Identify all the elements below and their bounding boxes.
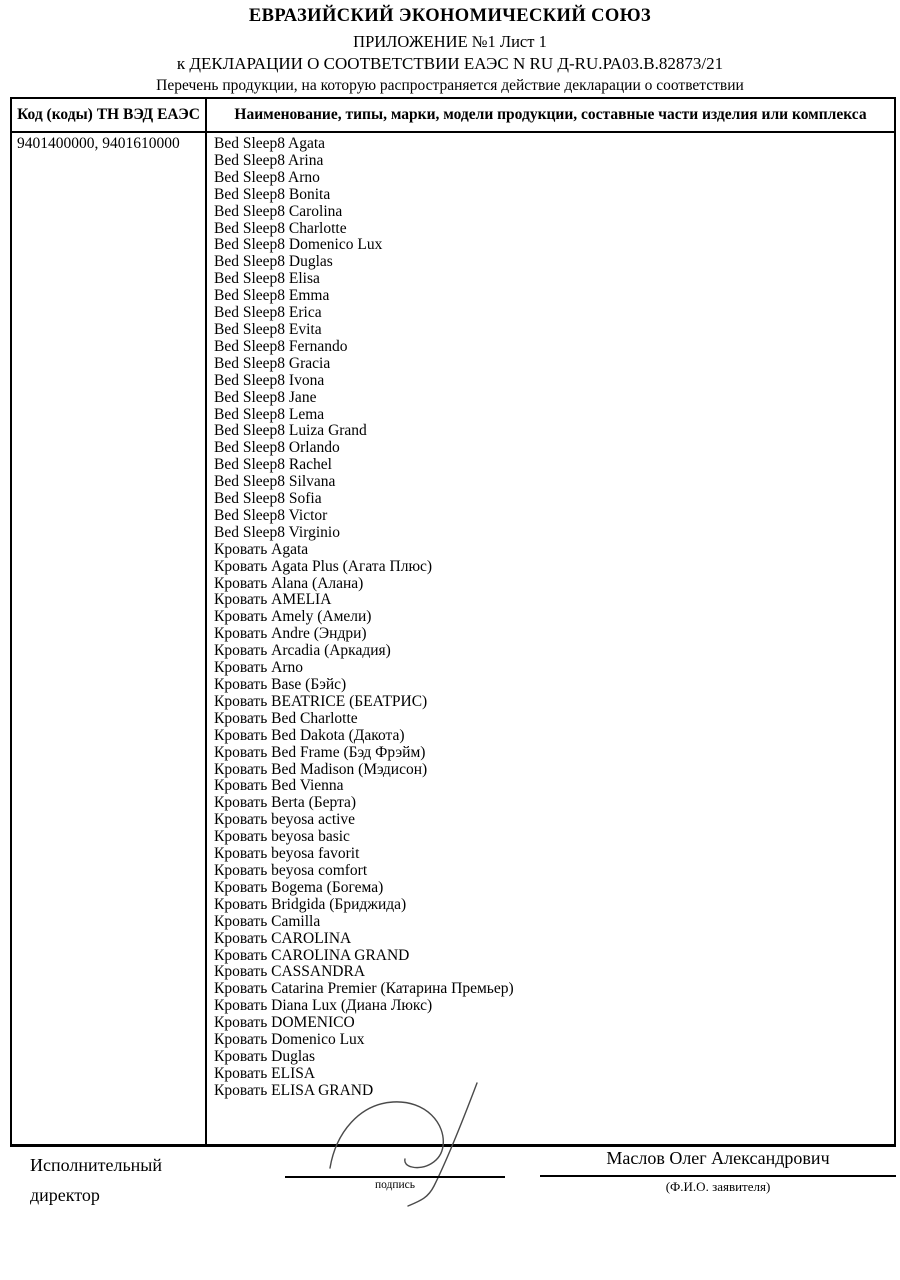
product-item: Bed Sleep8 Bonita — [214, 185, 331, 203]
signature-image — [300, 1070, 500, 1220]
product-item: Bed Sleep8 Domenico Lux — [214, 236, 383, 254]
product-item: Кровать CASSANDRA — [214, 963, 366, 981]
product-item: Кровать Bed Madison (Мэдисон) — [214, 760, 428, 778]
product-item: Bed Sleep8 Carolina — [214, 202, 343, 220]
product-item: Bed Sleep8 Duglas — [214, 253, 333, 271]
product-item: Bed Sleep8 Jane — [214, 388, 317, 406]
product-item: Кровать Duglas — [214, 1047, 316, 1065]
product-item: Кровать Arcadia (Аркадия) — [214, 642, 391, 660]
product-item: Кровать Berta (Берта) — [214, 794, 357, 812]
product-item: Кровать beyosa active — [214, 811, 356, 829]
signature-caption: подпись — [374, 1179, 416, 1191]
column-header-tnved-code: Код (коды) ТН ВЭД ЕАЭС — [12, 99, 207, 131]
signature-field — [285, 1176, 505, 1191]
products-cell — [207, 133, 894, 1144]
product-item: Кровать beyosa basic — [214, 828, 350, 846]
product-item: Кровать Base (Бэйс) — [214, 676, 347, 693]
product-item: Bed Sleep8 Sofia — [214, 490, 322, 508]
product-item: Кровать Bed Dakota (Дакота) — [214, 726, 405, 744]
product-item: Кровать AMELIA — [214, 591, 332, 609]
product-item: Кровать Bridgida (Бриджида) — [214, 895, 407, 913]
signer-position: Исполнительный директор — [30, 1155, 163, 1205]
document-title: ЕВРАЗИЙСКИЙ ЭКОНОМИЧЕСКИЙ СОЮЗ — [248, 6, 652, 26]
product-item: Bed Sleep8 Silvana — [214, 473, 336, 491]
product-item: Bed Sleep8 Fernando — [214, 337, 348, 355]
product-item: Кровать Bed Charlotte — [214, 709, 358, 727]
tnved-codes-cell: 9401400000, 9401610000 — [12, 133, 207, 1144]
product-item: Bed Sleep8 Lema — [214, 405, 325, 423]
product-item: Bed Sleep8 Charlotte — [214, 219, 347, 237]
product-item: Кровать Catarina Premier (Катарина Премьер) — [214, 980, 514, 998]
applicant-field — [540, 1148, 896, 1195]
table-header-row — [12, 99, 894, 133]
product-item: Кровать Domenico Lux — [214, 1031, 365, 1049]
description-line: Перечень продукции, на которую распространяется действие декларации о соответствии — [156, 77, 744, 94]
product-item: Bed Sleep8 Rachel — [214, 456, 332, 474]
product-item: Bed Sleep8 Luiza Grand — [214, 422, 367, 440]
product-item: Кровать Arno — [214, 659, 304, 677]
product-item: Bed Sleep8 Ivona — [214, 371, 325, 389]
product-item: Bed Sleep8 Agata — [214, 135, 326, 152]
product-item: Bed Sleep8 Orlando — [214, 439, 340, 457]
product-item: Кровать Camilla — [214, 912, 321, 930]
product-item: Кровать Diana Lux (Диана Люкс) — [214, 997, 433, 1015]
product-item: Кровать ELISA — [214, 1064, 316, 1082]
product-item: Bed Sleep8 Gracia — [214, 354, 331, 372]
products-table — [10, 97, 896, 1147]
product-item: Bed Sleep8 Virginio — [214, 523, 340, 541]
product-item: Bed Sleep8 Elisa — [214, 270, 320, 288]
product-item: Bed Sleep8 Evita — [214, 320, 322, 338]
product-item: Кровать Alana (Алана) — [214, 574, 364, 592]
appendix-line: ПРИЛОЖЕНИЕ №1 Лист 1 — [353, 32, 547, 51]
product-item: Bed Sleep8 Victor — [214, 506, 328, 524]
applicant-name: Маслов Олег Александрович — [606, 1148, 830, 1168]
product-item: Кровать Bed Frame (Бэд Фрэйм) — [214, 743, 426, 761]
product-item: Кровать Agata — [214, 540, 309, 558]
product-item: Bed Sleep8 Erica — [214, 304, 322, 322]
product-item: Кровать CAROLINA — [214, 929, 352, 947]
applicant-caption: (Ф.И.О. заявителя) — [665, 1179, 771, 1194]
product-item: Кровать CAROLINA GRAND — [214, 946, 410, 964]
product-item: Кровать ELISA GRAND — [214, 1081, 374, 1099]
product-item: Кровать DOMENICO — [214, 1014, 355, 1032]
product-item: Bed Sleep8 Arno — [214, 168, 320, 186]
product-item: Кровать Agata Plus (Агата Плюс) — [214, 557, 433, 575]
declaration-number-line: к ДЕКЛАРАЦИИ О СООТВЕТСТВИИ ЕАЭС N RU Д-RU.РА03.В.82873/21 — [176, 54, 724, 73]
product-item: Кровать beyosa favorit — [214, 845, 360, 863]
product-item: Кровать Bed Vienna — [214, 777, 344, 795]
product-item: Кровать BEATRICE (БЕАТРИС) — [214, 692, 428, 710]
product-item: Bed Sleep8 Emma — [214, 287, 330, 305]
product-item: Кровать beyosa comfort — [214, 861, 368, 879]
product-item: Кровать Bogema (Богема) — [214, 878, 384, 896]
product-item: Кровать Amely (Амели) — [214, 608, 372, 626]
column-header-product-name: Наименование, типы, марки, модели продукции, составные части изделия или комплекса — [234, 105, 867, 123]
product-item: Кровать Andre (Эндри) — [214, 625, 367, 643]
product-item: Bed Sleep8 Arina — [214, 151, 324, 169]
table-row — [12, 133, 894, 1144]
document-header — [0, 6, 900, 95]
